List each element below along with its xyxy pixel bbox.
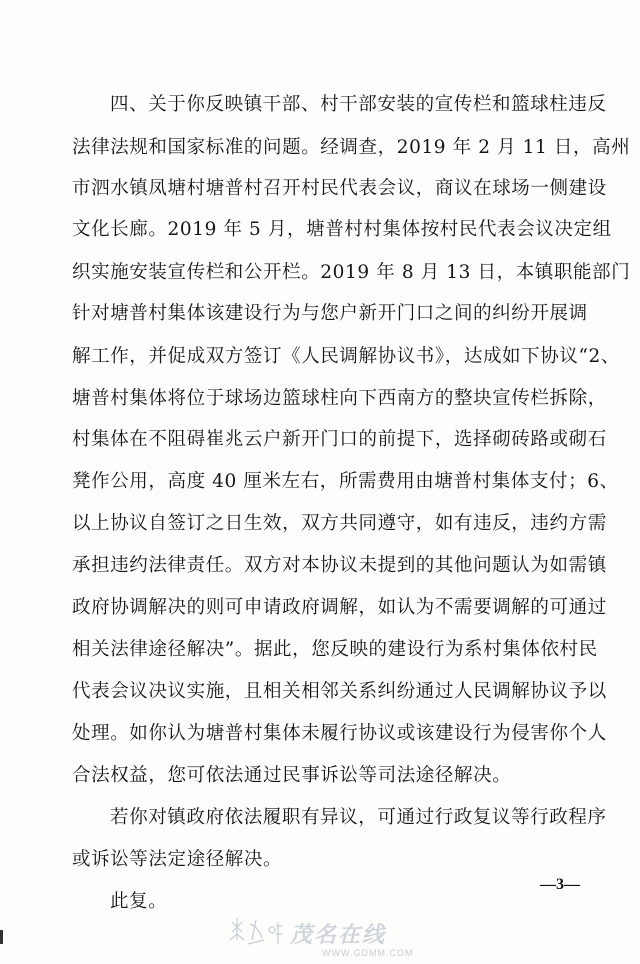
paragraph-4-line-13: 政府协调解决的则可申请政府调解，如认为不需要调解的可通过 bbox=[72, 597, 607, 618]
paragraph-4-line-5: 织实施安装宣传栏和公开栏。2019 年 8 月 13 日，本镇职能部门 bbox=[72, 262, 631, 283]
paragraph-5-line-2: 或诉讼等法定途径解决。 bbox=[72, 849, 283, 870]
paragraph-4-line-4: 文化长廊。2019 年 5 月，塘普村村集体按村民代表会议决定组 bbox=[72, 219, 612, 240]
paragraph-4-line-17: 合法权益，您可依法通过民事诉讼等司法途径解决。 bbox=[72, 765, 512, 786]
paragraph-4-line-14: 相关法律途径解决”。据此，您反映的建设行为系村集体依村民 bbox=[72, 639, 598, 660]
watermark-url: WWW.GDMM.COM bbox=[322, 948, 414, 958]
paragraph-4-line-3: 市泗水镇凤塘村塘普村召开村民代表会议，商议在球场一侧建设 bbox=[72, 178, 607, 199]
paragraph-4-line-7: 解工作，并促成双方签订《人民调解协议书》，达成如下协议“2、 bbox=[72, 346, 620, 367]
paragraph-4-line-1: 四、关于你反映镇干部、村干部安装的宣传栏和篮球柱违反 bbox=[110, 94, 607, 115]
paragraph-4-line-11: 以上协议自签订之日生效，双方共同遵守，如有违反，违约方需 bbox=[72, 513, 607, 534]
page-number: —3— bbox=[540, 876, 580, 893]
paragraph-4-line-15: 代表会议决议实施，且相关相邻关系纠纷通过人民调解协议予以 bbox=[72, 681, 607, 702]
paragraph-4-line-12: 承担违约法律责任。双方对本协议未提到的其他问题认为如需镇 bbox=[72, 555, 607, 576]
svg-text:茂名在线: 茂名在线 bbox=[290, 923, 387, 948]
site-watermark bbox=[226, 914, 426, 960]
paragraph-4-line-9: 村集体在不阻碍崔兆云户新开门口的前提下，选择砌砖路或砌石 bbox=[72, 429, 607, 450]
scan-edge-mark bbox=[0, 930, 3, 944]
paragraph-4-line-2: 法律法规和国家标准的问题。经调查，2019 年 2 月 11 日，高州 bbox=[72, 137, 631, 158]
paragraph-4-line-16: 处理。如你认为塘普村集体未履行协议或该建设行为侵害你个人 bbox=[72, 723, 607, 744]
paragraph-5-line-1: 若你对镇政府依法履职有异议，可通过行政复议等行政程序 bbox=[110, 807, 607, 828]
closing-reply: 此复。 bbox=[110, 891, 168, 912]
paragraph-4-line-10: 凳作公用，高度 40 厘米左右，所需费用由塘普村集体支付；6、 bbox=[72, 471, 619, 492]
paragraph-4-line-8: 塘普村集体将位于球场边篮球柱向下西南方的整块宣传栏拆除， bbox=[72, 388, 607, 409]
paragraph-4-line-6: 针对塘普村集体该建设行为与您户新开门口之间的纠纷开展调 bbox=[72, 303, 588, 324]
